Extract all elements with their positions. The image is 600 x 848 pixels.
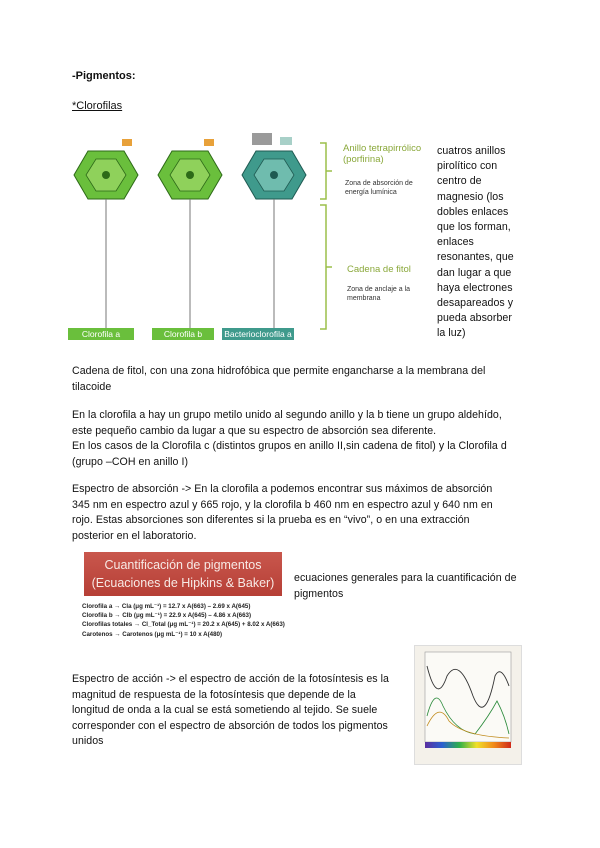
- chlorophyll-a-molecule: [74, 139, 138, 329]
- label-bacterioclorofila-a: Bacterioclorofila a: [222, 328, 294, 340]
- heading-pigmentos: -Pigmentos:: [72, 70, 136, 82]
- action-spectrum-svg: [415, 646, 521, 764]
- label-clorofila-a: Clorofila a: [68, 328, 134, 340]
- bacteriochlorophyll-a-molecule: [242, 133, 306, 329]
- quantification-equations: Clorofila a → Cla (μg mL⁻¹) = 12.7 x A(663) – 2.69 x A(645) Clorofila b → Clb (μg mL⁻¹) = 22.9 x A(645) – 4.86 x A(663) Clorofilas totales → Cl_Total (μg mL⁻¹) = 20.2 x A(645) + 8.02 x A(663) Carotenos → Carotenos (μg mL⁻¹) = 10 x A(480): [82, 603, 285, 638]
- tail-title: Cadena de fitol: [347, 264, 411, 275]
- ring-bracket: [320, 143, 332, 199]
- paragraph-fitol: Cadena de fitol, con una zona hidrofóbica que permite engancharse a la membrana del tilacoide: [72, 365, 486, 393]
- chlorophyll-b-molecule: [158, 139, 222, 329]
- side-description: cuatros anillos pirolítico con centro de magnesio (los dobles enlaces que los forman, enlaces resonantes, que dan lugar a que haya electrones desapareados y pueda absorber la luz): [437, 145, 514, 340]
- ring-title: Anillo tetrapirrólico (porfirina): [343, 143, 422, 165]
- paragraph-grupo: En la clorofila a hay un grupo metilo unido al segundo anillo y la b tiene un grupo aldehído, este pequeño cambio da lugar a que su espectro de absorción sea diferente. En los casos de la Clorofila c (distintos grupos en anillo II,sin cadena de fitol) y la Clorofila d (grupo –COH en anillo I): [72, 409, 507, 468]
- ring-description: Zona de absorción de energía lumínica: [345, 180, 413, 196]
- paragraph-absorcion: Espectro de absorción -> En la clorofila a podemos encontrar sus máximos de absorción 345 nm en espectro azul y 665 rojo, y la clorofila b 460 nm en espectro azul y 640 nm en rojo. Estas absorciones son diferentes si la prueba es en “vivo”, o en una extracción posterior en el laboratorio.: [72, 483, 493, 542]
- action-spectrum-graph: [414, 645, 522, 765]
- quantification-caption: ecuaciones generales para la cuantificación de pigmentos: [294, 572, 517, 600]
- tail-bracket: [320, 205, 332, 329]
- heading-clorofilas: *Clorofilas: [72, 100, 123, 112]
- chlorophyll-structure-figure: [66, 129, 426, 344]
- label-clorofila-b: Clorofila b: [152, 328, 214, 340]
- paragraph-accion: Espectro de acción -> el espectro de acción de la fotosíntesis es la magnitud de respuesta de la fotosíntesis que depende de la longitud de onda a la cual se está sometiendo al tejido. Se suele corresponder con el espectro de absorción de todos los pigmentos unidos: [72, 673, 389, 747]
- tail-description: Zona de anclaje a la membrana: [347, 286, 411, 302]
- quantification-title-box: Cuantificación de pigmentos (Ecuaciones de Hipkins & Baker): [84, 552, 282, 596]
